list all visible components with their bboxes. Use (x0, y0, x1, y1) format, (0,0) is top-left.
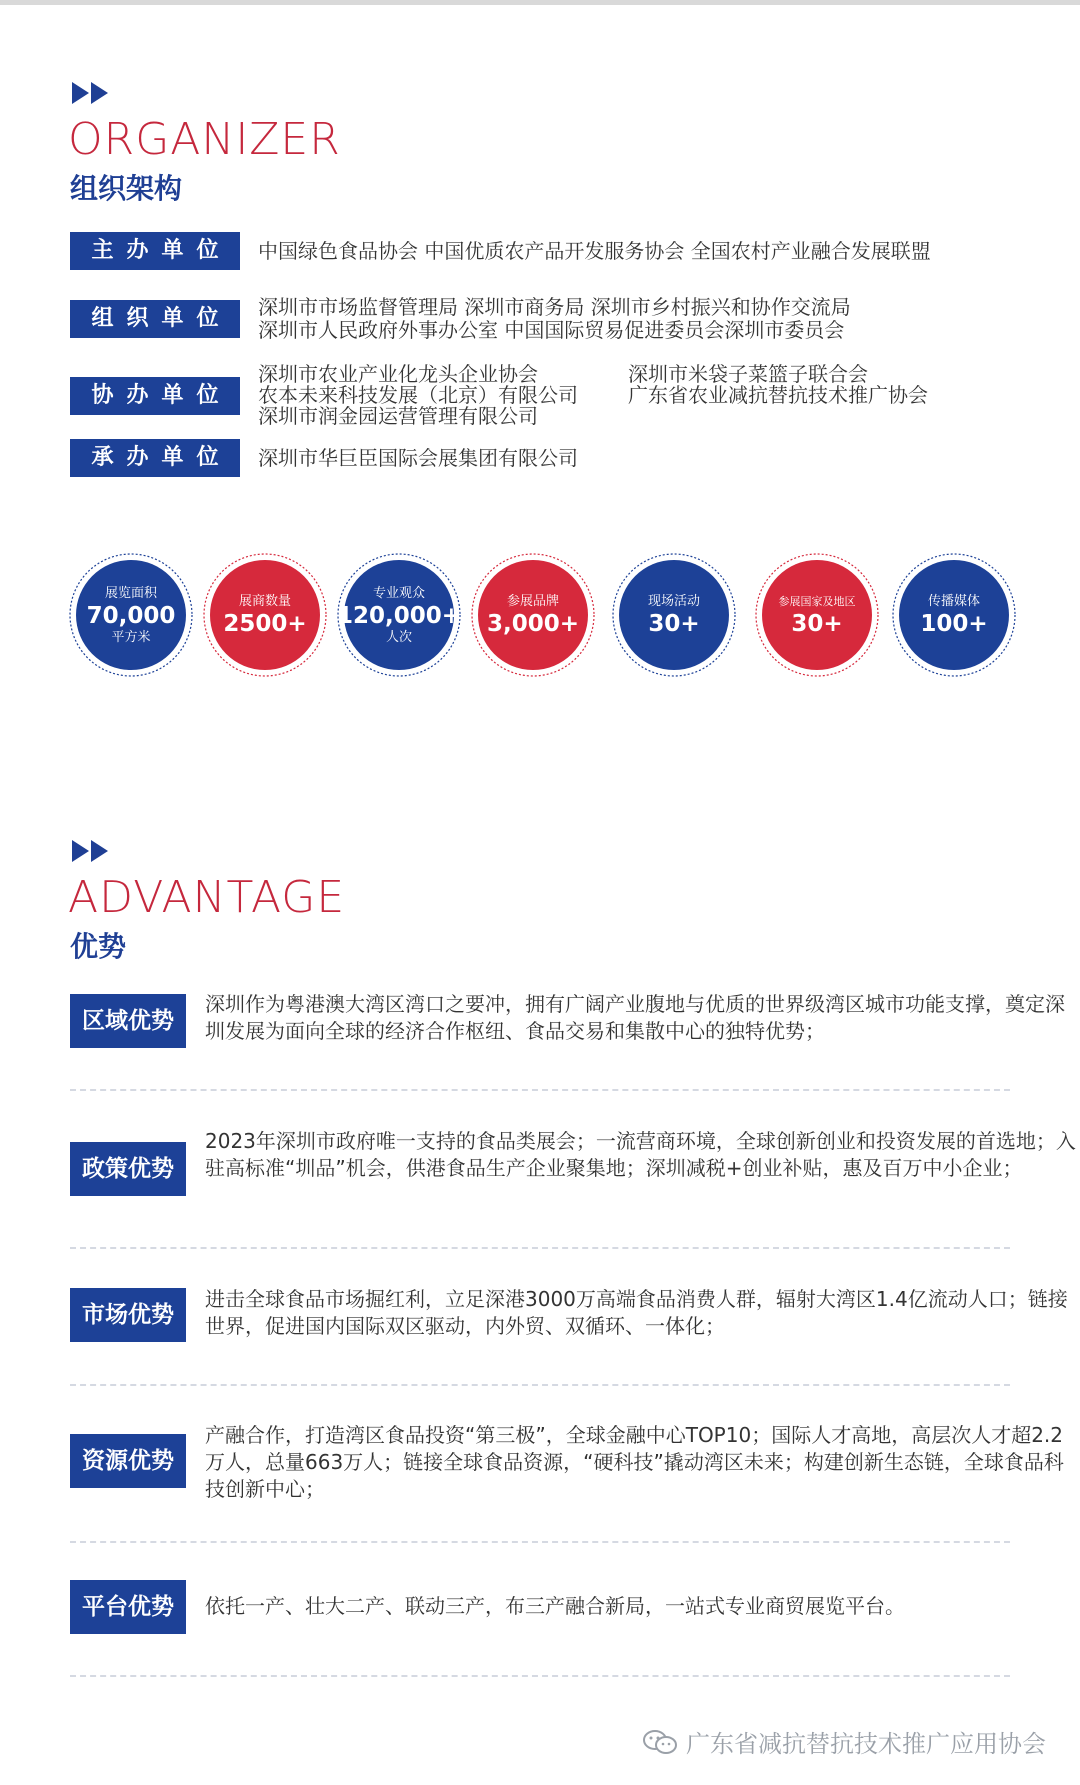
stat-label: 传播媒体 (927, 593, 980, 609)
dashed-divider (70, 1089, 1010, 1091)
stat-unit: 人次 (385, 629, 412, 645)
advantage-title-cn: 优势 (70, 930, 127, 963)
advantage-text: 进击全球食品市场掘红利，立足深港3000万高端食品消费人群，辐射大湾区1.4亿流动人口；链接世界，促进国内国际双区驱动，内外贸、双循环、一体化； (205, 1287, 1068, 1338)
co-organizer-item: 深圳市米袋子菜篮子联合会 (628, 362, 868, 386)
stat-badge (470, 552, 596, 678)
co-organizer-item: 广东省农业减抗替抗技术推广协会 (628, 383, 928, 407)
co-organizer-item: 农本未来科技发展（北京）有限公司 (258, 383, 578, 407)
org-row-organize (70, 296, 851, 342)
org-text-host: 中国绿色食品协会 中国优质农产品开发服务协会 全国农村产业融合发展联盟 (258, 238, 931, 263)
org-row-co-organize (70, 364, 988, 427)
stat-badge (68, 552, 194, 678)
org-label-host: 主办单位 (70, 232, 240, 270)
org-text-undertake: 深圳市华巨臣国际会展集团有限公司 (258, 445, 578, 470)
stat-value: 2500+ (223, 610, 307, 637)
stat-value: 30+ (648, 610, 700, 637)
advantage-text: 依托一产、壮大二产、联动三产，布三产融合新局，一站式专业商贸展览平台。 (205, 1594, 905, 1618)
stat-badge (202, 552, 328, 678)
org-text-organize (258, 296, 851, 342)
advantage-text: 2023年深圳市政府唯一支持的食品类展会；一流营商环境，全球创新创业和投资发展的首选地；入驻高标准“圳品”机会，供港食品生产企业聚集地；深圳减税+创业补贴，惠及百万中小企业； (205, 1129, 1076, 1180)
stat-unit: 平方米 (111, 629, 151, 645)
org-row-host (70, 232, 931, 270)
advantage-title-en: ADVANTAGE (68, 872, 346, 923)
advantage-label: 区域优势 (70, 994, 186, 1048)
org-text-organize-line1: 深圳市市场监督管理局 深圳市商务局 深圳市乡村振兴和协作交流局 (258, 295, 851, 319)
dashed-divider (70, 1675, 1010, 1677)
stat-badge (891, 552, 1017, 678)
stat-value: 30+ (791, 610, 843, 637)
stat-label: 展商数量 (238, 593, 291, 609)
org-label-undertake: 承办单位 (70, 439, 240, 477)
advantage-label: 资源优势 (70, 1434, 186, 1488)
wechat-icon (642, 1729, 678, 1755)
footer-text: 广东省减抗替抗技术推广应用协会 (686, 1730, 1046, 1758)
stat-label: 展览面积 (104, 585, 157, 601)
stat-badge (336, 552, 462, 678)
stat-value: 70,000 (86, 602, 176, 629)
stat-badge (611, 552, 737, 678)
org-row-undertake (70, 439, 578, 477)
org-text-organize-line2: 深圳市人民政府外事办公室 中国国际贸易促进委员会深圳市委员会 (258, 318, 845, 342)
organizer-title-en: ORGANIZER (68, 114, 341, 165)
advantage-text: 深圳作为粤港澳大湾区湾口之要冲，拥有广阔产业腹地与优质的世界级湾区城市功能支撑，奠定深圳发展为面向全球的经济合作枢纽、食品交易和集散中心的独特优势； (205, 992, 1065, 1043)
dashed-divider (70, 1247, 1010, 1249)
advantage-label: 平台优势 (70, 1580, 186, 1634)
organizer-title-cn: 组织架构 (70, 172, 183, 205)
stat-value: 120,000+ (336, 602, 462, 629)
stat-label: 参展品牌 (506, 593, 559, 609)
double-arrow-icon (72, 82, 110, 104)
dashed-divider (70, 1384, 1010, 1386)
advantage-label: 市场优势 (70, 1288, 186, 1342)
double-arrow-icon (72, 840, 110, 862)
org-grid-co-organize (258, 364, 988, 427)
advantage-text: 产融合作，打造湾区食品投资“第三极”，全球金融中心TOP10；国际人才高地，高层次人才超2.2万人，总量663万人；链接全球食品资源，“硬科技”撬动湾区未来；构建创新生态链，全球食品科技创新中心； (205, 1423, 1064, 1501)
co-organizer-item: 深圳市农业产业化龙头企业协会 (258, 362, 538, 386)
stat-label: 专业观众 (372, 585, 425, 601)
advantage-label: 政策优势 (70, 1142, 186, 1196)
footer-watermark (642, 1724, 1046, 1759)
co-organizer-item: 深圳市润金园运营管理有限公司 (258, 404, 538, 428)
top-border (0, 0, 1080, 5)
stat-label: 参展国家及地区 (778, 594, 856, 608)
stats-badges (68, 552, 1018, 678)
stat-value: 100+ (920, 610, 988, 637)
stat-badge (754, 552, 880, 678)
org-label-organize: 组织单位 (70, 300, 240, 338)
dashed-divider (70, 1541, 1010, 1543)
org-label-co-organize: 协办单位 (70, 377, 240, 415)
stat-label: 现场活动 (647, 593, 700, 609)
stat-value: 3,000+ (486, 610, 580, 637)
